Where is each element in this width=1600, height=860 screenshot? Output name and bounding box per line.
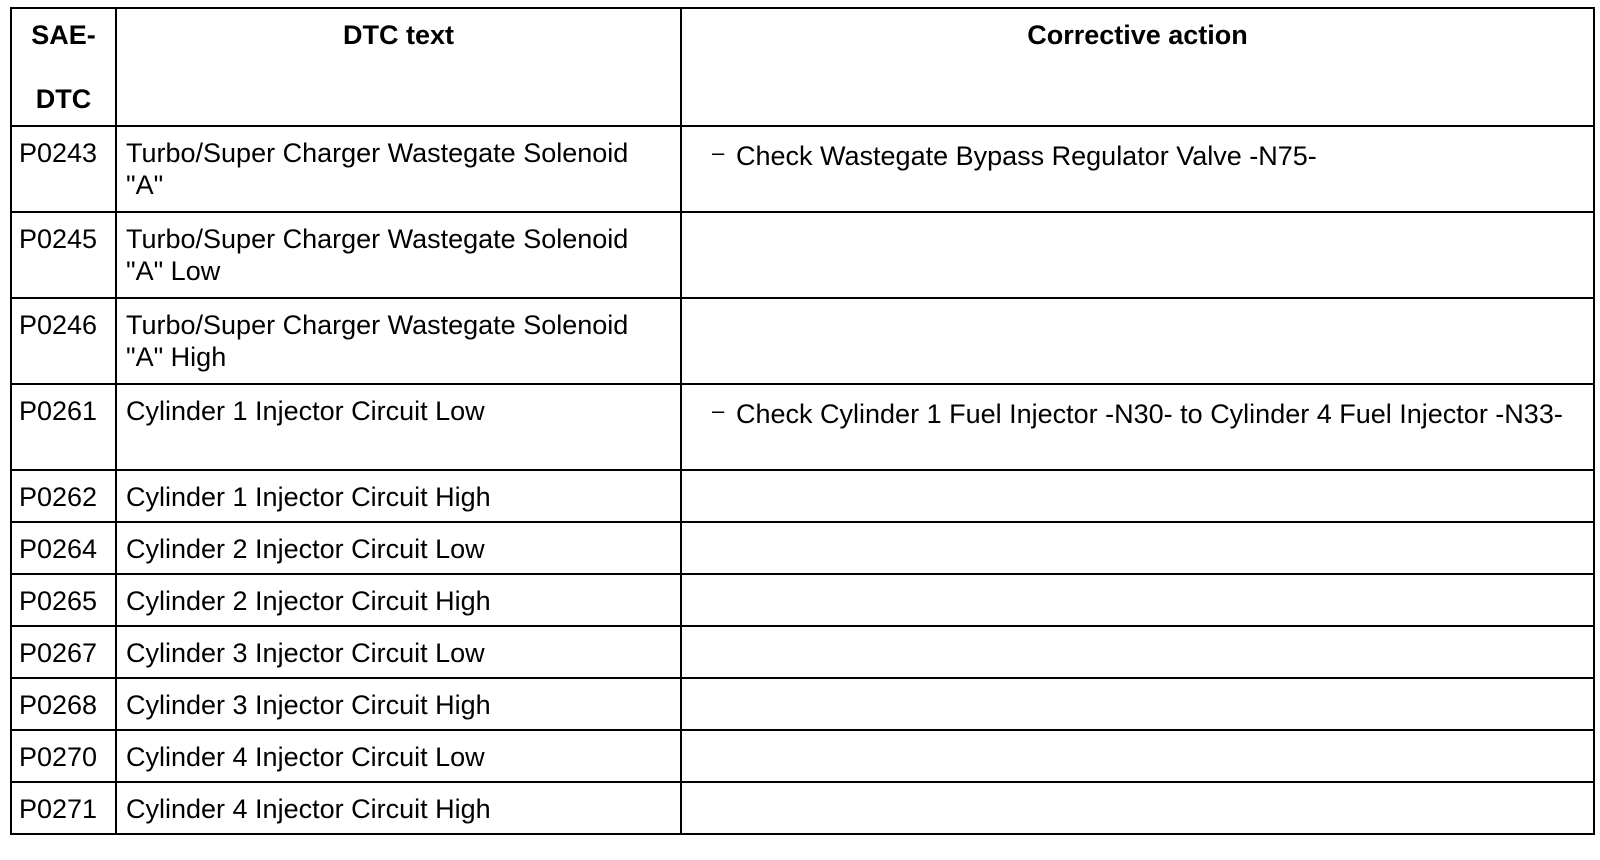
- table-row: [11, 522, 1594, 574]
- header-sae-dtc-line2: DTC: [35, 84, 92, 114]
- header-row: [11, 8, 1594, 126]
- table-row: [11, 782, 1594, 834]
- table-row: [11, 626, 1594, 678]
- action-item: [712, 140, 1589, 172]
- action-item: [712, 398, 1589, 430]
- table-row: [11, 384, 1594, 470]
- dtc-code-cell: P0246: [11, 298, 116, 384]
- corrective-action-cell: [681, 126, 1594, 212]
- table-row: [11, 574, 1594, 626]
- corrective-action-cell: [681, 470, 1594, 522]
- dtc-code-cell: P0270: [11, 730, 116, 782]
- table-row: [11, 470, 1594, 522]
- dtc-code-cell: P0262: [11, 470, 116, 522]
- header-dtc-text: DTC text: [116, 8, 681, 126]
- dtc-code-cell: P0261: [11, 384, 116, 470]
- corrective-action-cell: [681, 384, 1594, 470]
- dtc-code-cell: P0268: [11, 678, 116, 730]
- dtc-code-cell: P0264: [11, 522, 116, 574]
- dtc-text-cell: Cylinder 2 Injector Circuit High: [116, 574, 681, 626]
- dtc-text-cell: Cylinder 3 Injector Circuit High: [116, 678, 681, 730]
- header-sae-dtc-line1: SAE-: [31, 20, 96, 50]
- table-row: [11, 678, 1594, 730]
- dtc-text-cell: Cylinder 4 Injector Circuit Low: [116, 730, 681, 782]
- dash-bullet: –: [712, 398, 725, 423]
- corrective-action-cell: [681, 522, 1594, 574]
- dtc-code-cell: P0267: [11, 626, 116, 678]
- dtc-code-cell: P0245: [11, 212, 116, 298]
- header-corrective-action: Corrective action: [681, 8, 1594, 126]
- corrective-action-cell: [681, 574, 1594, 626]
- dtc-text-cell: Cylinder 1 Injector Circuit Low: [116, 384, 681, 470]
- dtc-text-cell: Turbo/Super Charger Wastegate Solenoid "A" High: [116, 298, 681, 384]
- table-row: [11, 298, 1594, 384]
- table-row: [11, 126, 1594, 212]
- dtc-text-cell: Cylinder 2 Injector Circuit Low: [116, 522, 681, 574]
- corrective-action-cell: [681, 212, 1594, 298]
- action-text: Check Wastegate Bypass Regulator Valve -N75-: [736, 141, 1317, 171]
- dtc-code-cell: P0243: [11, 126, 116, 212]
- corrective-action-cell: [681, 782, 1594, 834]
- table-row: [11, 730, 1594, 782]
- dtc-code-cell: P0271: [11, 782, 116, 834]
- dtc-text-cell: Cylinder 1 Injector Circuit High: [116, 470, 681, 522]
- action-text: Check Cylinder 1 Fuel Injector -N30- to Cylinder 4 Fuel Injector -N33-: [736, 399, 1563, 429]
- corrective-action-cell: [681, 626, 1594, 678]
- corrective-action-cell: [681, 678, 1594, 730]
- dash-bullet: –: [712, 140, 725, 165]
- header-sae-dtc: [11, 8, 116, 126]
- dtc-table: [10, 7, 1595, 835]
- dtc-text-cell: Cylinder 3 Injector Circuit Low: [116, 626, 681, 678]
- dtc-text-cell: Turbo/Super Charger Wastegate Solenoid "A" Low: [116, 212, 681, 298]
- table-row: [11, 212, 1594, 298]
- corrective-action-cell: [681, 730, 1594, 782]
- dtc-text-cell: Cylinder 4 Injector Circuit High: [116, 782, 681, 834]
- corrective-action-cell: [681, 298, 1594, 384]
- dtc-text-cell: Turbo/Super Charger Wastegate Solenoid "A": [116, 126, 681, 212]
- dtc-code-cell: P0265: [11, 574, 116, 626]
